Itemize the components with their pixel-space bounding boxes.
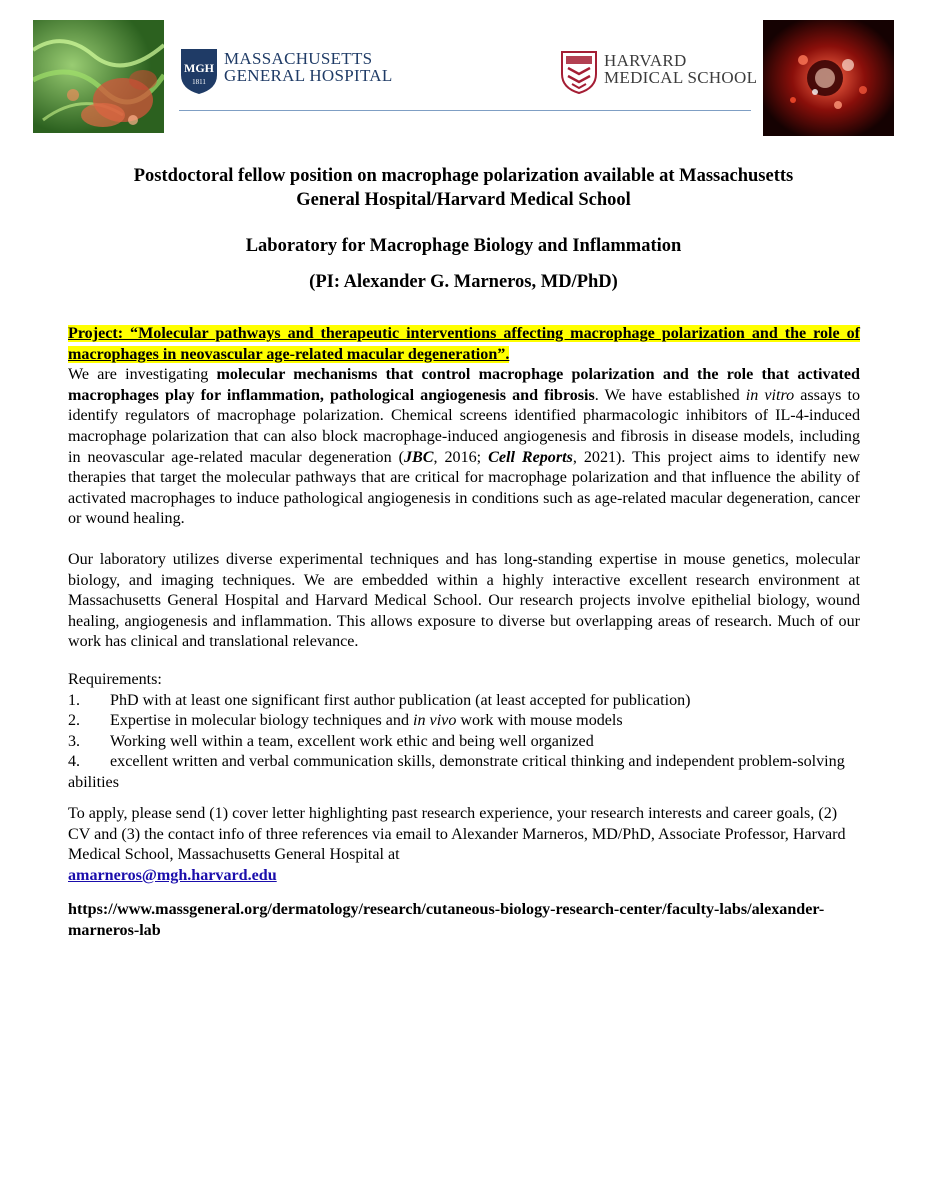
project-title-highlight: Project: “Molecular pathways and therapeutic interventions affecting macrophage polarization and the role of macrophages in neovascular age-related macular degeneration”. bbox=[68, 325, 860, 363]
requirement-number: 4. bbox=[68, 753, 81, 771]
project-paragraph bbox=[68, 324, 860, 530]
position-title-line2: General Hospital/Harvard Medical School bbox=[296, 190, 631, 210]
requirement-item-2 bbox=[68, 711, 860, 732]
right-micrograph-image bbox=[763, 20, 894, 136]
mgh-shield-icon bbox=[179, 47, 219, 95]
project-text-cell-reports: Cell Reports bbox=[488, 448, 573, 466]
contact-email-link[interactable]: amarneros@mgh.harvard.edu bbox=[68, 866, 277, 884]
requirement-item-1 bbox=[68, 691, 860, 712]
project-text-2: . We have established bbox=[594, 386, 746, 404]
lab-website-url[interactable]: https://www.massgeneral.org/dermatology/research/cutaneous-biology-research-center/faculty-labs/alexander-marneros-lab bbox=[68, 901, 825, 939]
hms-shield-icon bbox=[560, 50, 598, 94]
requirement-item-3 bbox=[68, 732, 860, 753]
project-text-5: , 2021). This project aims to identify new therapies that target the molecular pathways that are critical for macrophage polarization and that influence the ability of activated macrophages to induce pathological angiogenesis in conditions such as age-related macular degeneration, cancer or wound healing. bbox=[68, 448, 860, 528]
requirement-text: Working well within a team, excellent work ethic and being well organized bbox=[110, 732, 594, 750]
mgh-year-text: 1811 bbox=[192, 78, 206, 86]
requirements-heading: Requirements: bbox=[68, 671, 162, 688]
requirement-number: 2. bbox=[68, 712, 81, 730]
application-instructions bbox=[68, 804, 860, 886]
requirement-number: 3. bbox=[68, 732, 81, 750]
requirement-text-in-vivo: in vivo bbox=[413, 712, 457, 730]
project-text-bold: molecular mechanisms that control macrophage polarization and the role that activated macrophages play for inflammation, pathological angiogenesis and fibrosis bbox=[68, 366, 860, 404]
requirement-text: excellent written and verbal communication skills, demonstrate critical thinking and independent problem-solving abilities bbox=[68, 753, 845, 791]
mgh-wordmark-line2: GENERAL HOSPITAL bbox=[224, 66, 393, 85]
requirement-text: work with mouse models bbox=[456, 712, 623, 730]
project-text-1: We are investigating bbox=[68, 366, 217, 384]
mgh-wordmark-line1: MASSACHUSETTS bbox=[224, 49, 373, 68]
project-text-jbc: JBC bbox=[403, 448, 434, 466]
hms-wordmark-line2: MEDICAL SCHOOL bbox=[604, 68, 758, 87]
project-text-4: , 2016; bbox=[433, 448, 489, 466]
hms-wordmark bbox=[604, 52, 757, 86]
requirement-text: PhD with at least one significant first author publication (at least accepted for publication) bbox=[110, 691, 691, 709]
requirement-number: 1. bbox=[68, 691, 81, 709]
mgh-badge-text: MGH bbox=[184, 61, 214, 75]
position-title bbox=[40, 164, 887, 212]
application-text: To apply, please send (1) cover letter highlighting past research experience, your research interests and career goals, (2) CV and (3) the contact info of three references via email to Alexander Marneros, MD/PhD, Associate Professor, Harvard Medical School, Massachusetts General Hospital at bbox=[68, 805, 846, 864]
lab-name-heading: Laboratory for Macrophage Biology and Inflammation bbox=[245, 236, 682, 256]
requirements-section bbox=[68, 670, 860, 794]
mgh-wordmark bbox=[224, 50, 393, 84]
project-text-in-vitro: in vitro bbox=[745, 386, 795, 404]
hms-wordmark-line1: HARVARD bbox=[604, 51, 687, 70]
project-text-3: assays to identify regulators of macrophage polarization. Chemical screens identified pharmacologic inhibitors of IL-4-induced macrophage polarization that can also block macrophage-induced angiogenesis and fibrosis in disease models, including in neovascular age-related macular degeneration ( bbox=[68, 386, 860, 466]
position-title-line1: Postdoctoral fellow position on macrophage polarization available at Massachusetts bbox=[133, 166, 794, 186]
header-divider bbox=[179, 110, 751, 111]
lab-description-paragraph: Our laboratory utilizes diverse experimental techniques and has long-standing expertise in mouse genetics, molecular biology, and imaging techniques. We are embedded within a highly interactive excellent research environment at Massachusetts General Hospital and Harvard Medical School. Our research projects involve epithelial biology, wound healing, angiogenesis and inflammation. This allows exposure to diverse but overlapping areas of research. Much of our work has clinical and translational relevance. bbox=[68, 551, 860, 651]
requirement-text: Expertise in molecular biology techniques and bbox=[110, 712, 414, 730]
requirement-item-4 bbox=[68, 752, 860, 793]
pi-heading: (PI: Alexander G. Marneros, MD/PhD) bbox=[309, 272, 618, 292]
left-micrograph-image bbox=[33, 20, 164, 133]
